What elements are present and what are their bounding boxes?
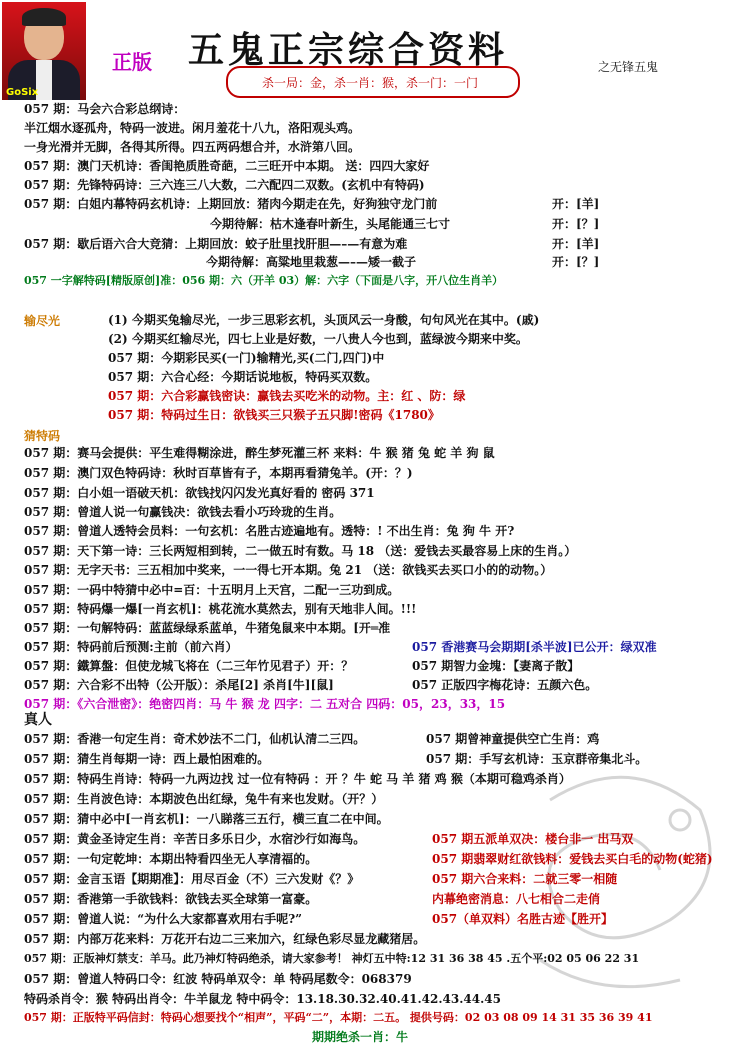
line-45: 057 期：正版特平码信封：特码心想要找个“相声”，平码“二”，本期：二五。 提供号码：02 03 08 09 14 31 35 36 39 41 — [24, 1011, 653, 1024]
line-37-right: 057 期翡翠财红欲钱料：爱钱去买白毛的动物(蛇猪) — [432, 852, 713, 866]
line-39-right: 内幕绝密消息：八七相合二走俏 — [432, 892, 601, 906]
author-label: 之无锋五鬼 — [598, 60, 659, 74]
line-30: 057 期：《六合泄密》：绝密四肖：马 牛 猴 龙 四字：二 五对合 四码：05，23，33，15 — [24, 697, 506, 711]
line-14: 057 期：六合心经：今期话说地板，特码买双数。 — [108, 370, 378, 384]
line-15: 057 期：六合彩赢钱密诀：赢钱去买吃米的动物。主：红 、防：绿 — [108, 389, 466, 403]
line-36: 057 期：黄金圣诗定生肖：辛苦日多乐日少，水宿沙行如海鸟。 — [24, 832, 366, 846]
line-39: 057 期：香港第一手欲钱料：欲钱去买全球第一富豪。 — [24, 892, 318, 906]
line-26: 057 期：一句解特码：蓝蓝绿绿系蓝单，牛猪兔鼠来中本期。[开═准 — [24, 621, 391, 635]
line-20: 057 期：曾道人说一句赢钱决：欲钱去看小巧玲珑的生肖。 — [24, 505, 342, 519]
line-29-right: 057 正版四字梅花诗：五颜六色。 — [412, 678, 598, 692]
line-12: (2) 今期买红输尽光，四七上业是好数，一八贵人今也到，蓝绿波今期来中奖。 — [108, 332, 528, 346]
line-7-open: 开：[？] — [552, 217, 600, 231]
edition-label: 正版 — [112, 50, 152, 74]
line-41: 057 期：内部万花来料：万花开右边二三来加六，红绿色彩尽显龙藏猪居。 — [24, 932, 426, 946]
line-31: 057 期：香港一句定生肖：奇术妙法不二门，仙机认清二三四。 — [24, 732, 366, 746]
line-36-right: 057 期五派单双决：楼台非一 出马双 — [432, 832, 634, 846]
line-5: 057 期：先锋特码诗：三六连三八大数，二六配四二双数。(玄机中有特码) — [24, 178, 425, 192]
line-21: 057 期：曾道人透特会员料：一句玄机：名胜古迹遍地有。透特：! 不出生肖：兔 狗 牛 开? — [24, 524, 515, 538]
line-38: 057 期：金言玉语【期期准】：用尽百金（不）三六发财《？》 — [24, 872, 360, 886]
line-32-right: 057 期：手写玄机诗：玉京群帝集北斗。 — [426, 752, 648, 766]
photo-hair — [22, 8, 66, 26]
line-4: 057 期：澳门天机诗：香闺艳质胜奇葩，二三旺开中本期。 送：四四大家好 — [24, 159, 430, 173]
line-32: 057 期：猜生肖每期一诗：西上最怕困难的。 — [24, 752, 270, 766]
line-7: 今期待解：枯木逢春叶新生，头尾能通三七寸 — [210, 217, 451, 231]
line-11: (1) 今期买兔输尽光，一步三思彩玄机，头顶风云一身酸，句句风光在其中。(戚) — [108, 313, 540, 327]
line-17: 057 期：赛马会提供：平生难得糊涂进，醉生梦死灌三杯 来料：牛 猴 猪 兔 蛇 羊 狗 鼠 — [24, 446, 495, 460]
line-13: 057 期：今期彩民买(一门)输精光,买(二门,四门)中 — [108, 351, 385, 365]
line-10: 057 一字解特码[精版原创]准：056 期：六（开羊 03）解：六字（下面是八字，开八位生肖羊） — [24, 274, 504, 287]
footer-line: 期期绝杀一肖：牛 — [312, 1030, 409, 1044]
line-44: 特码杀肖令：猴 特码出肖令：牛羊鼠龙 特中码令：13.18.30.32.40.41.42.43.44.45 — [24, 992, 501, 1006]
line-40: 057 期：曾道人说：“为什么大家都喜欢用右手呢?” — [24, 912, 303, 926]
line-8-open: 开：[羊] — [552, 237, 600, 251]
section-label: 输尽光 — [24, 314, 61, 328]
kill-line: 杀一局：金，杀一肖：猴，杀一门：一门 — [262, 76, 479, 90]
line-27-right: 057 香港赛马会期期[杀半波]已公开：绿双准 — [412, 640, 657, 654]
line-23: 057 期：无字天书：三五相加中奖来，一一得七开本期。兔 21 （送：欲钱买去买口小的的动物。） — [24, 563, 553, 577]
line-19: 057 期：白小姐一语破天机：欲钱找闪闪发光真好看的 密码 371 — [24, 486, 375, 500]
author-photo — [2, 2, 86, 100]
line-27: 057 期：特码前后预测:主前（前六肖） — [24, 640, 238, 654]
photo-logo: GoSix — [6, 87, 39, 98]
line-2: 半江烟水逐孤舟，特码一波进。闲月羞花十八九，洛阳观头鸡。 — [24, 121, 361, 135]
line-35: 057 期：猜中必中[一肖玄机]：一八睇落三五行，横三直二在中间。 — [24, 812, 389, 826]
section-label: 真人 — [24, 712, 52, 728]
page-title: 五鬼正宗综合资料 — [188, 29, 509, 71]
line-40-right: 057（单双料）名胜古迹【胜开】 — [432, 912, 614, 926]
line-31-right: 057 期曾神童提供空亡生肖：鸡 — [426, 732, 600, 746]
line-1: 057 期：马会六合彩总纲诗： — [24, 102, 186, 116]
line-24: 057 期：一码中特猜中必中=百：十五明月上天宫，二配一三功到成。 — [24, 583, 400, 597]
line-6-open: 开：[羊] — [552, 197, 600, 211]
line-33: 057 期：特码生肖诗：特码一九两边找 过一位有特码 ：开 ？牛 蛇 马 羊 猪 鸡 猴（本期可稳鸡杀肖） — [24, 772, 571, 786]
line-16: 057 期：特码过生日：欲钱买三只猴子五只脚!密码《1780》 — [108, 408, 440, 422]
line-18: 057 期：澳门双色特码诗：秋时百草皆有子，本期再看猜兔羊。(开：？) — [24, 466, 413, 480]
line-28: 057 期：鐵算盤：但使龙城飞将在（二三年竹见君子）开：？ — [24, 659, 354, 673]
line-28-right: 057 期智力金塊：【妻离子散】 — [412, 659, 580, 673]
line-37: 057 期：一句定乾坤：本期出特看四坐无人享清福的。 — [24, 852, 318, 866]
line-34: 057 期：生肖波色诗：本期波色出红绿，兔牛有来也发财。（开？） — [24, 792, 384, 806]
line-43: 057 期：曾道人特码口令：红波 特码单双令：单 特码尾数令：068379 — [24, 972, 412, 986]
line-6: 057 期：白姐内幕特码玄机诗：上期回放：猪肉今期走在先，好狗独守龙门前 — [24, 197, 438, 211]
line-3: 一身光滑并无脚，各得其所得。四五两码想合并，水浒第八回。 — [24, 140, 361, 154]
line-22: 057 期：天下第一诗：三长两短相到转，二一做五时有数。马 18 （送：爱钱去买最容易上床的生肖。） — [24, 544, 577, 558]
line-42: 057 期：正版神灯禁支：羊马。此乃神灯特码绝杀，请大家参考！ 神灯五中特:12 31 36 38 45 .五个平:02 05 06 22 31 — [24, 952, 640, 965]
line-29: 057 期：六合彩不出特（公开版）：杀尾[2] 杀肖[牛][鼠] — [24, 678, 334, 692]
line-9: 今期待解：高粱地里栽葱—–—矮一截子 — [206, 255, 417, 269]
section-label: 猜特码 — [24, 429, 61, 443]
line-8: 057 期：歇后语六合大竞猜：上期回放：蛟子肚里找肝胆—–—有意为难 — [24, 237, 408, 251]
line-9-open: 开：[？] — [552, 255, 600, 269]
line-25: 057 期：特码爆一爆[一肖玄机]：桃花流水莫然去，别有天地非人间。!!! — [24, 602, 417, 616]
photo-shirt — [36, 60, 52, 100]
line-38-right: 057 期六合来料：二就三零一相随 — [432, 872, 618, 886]
